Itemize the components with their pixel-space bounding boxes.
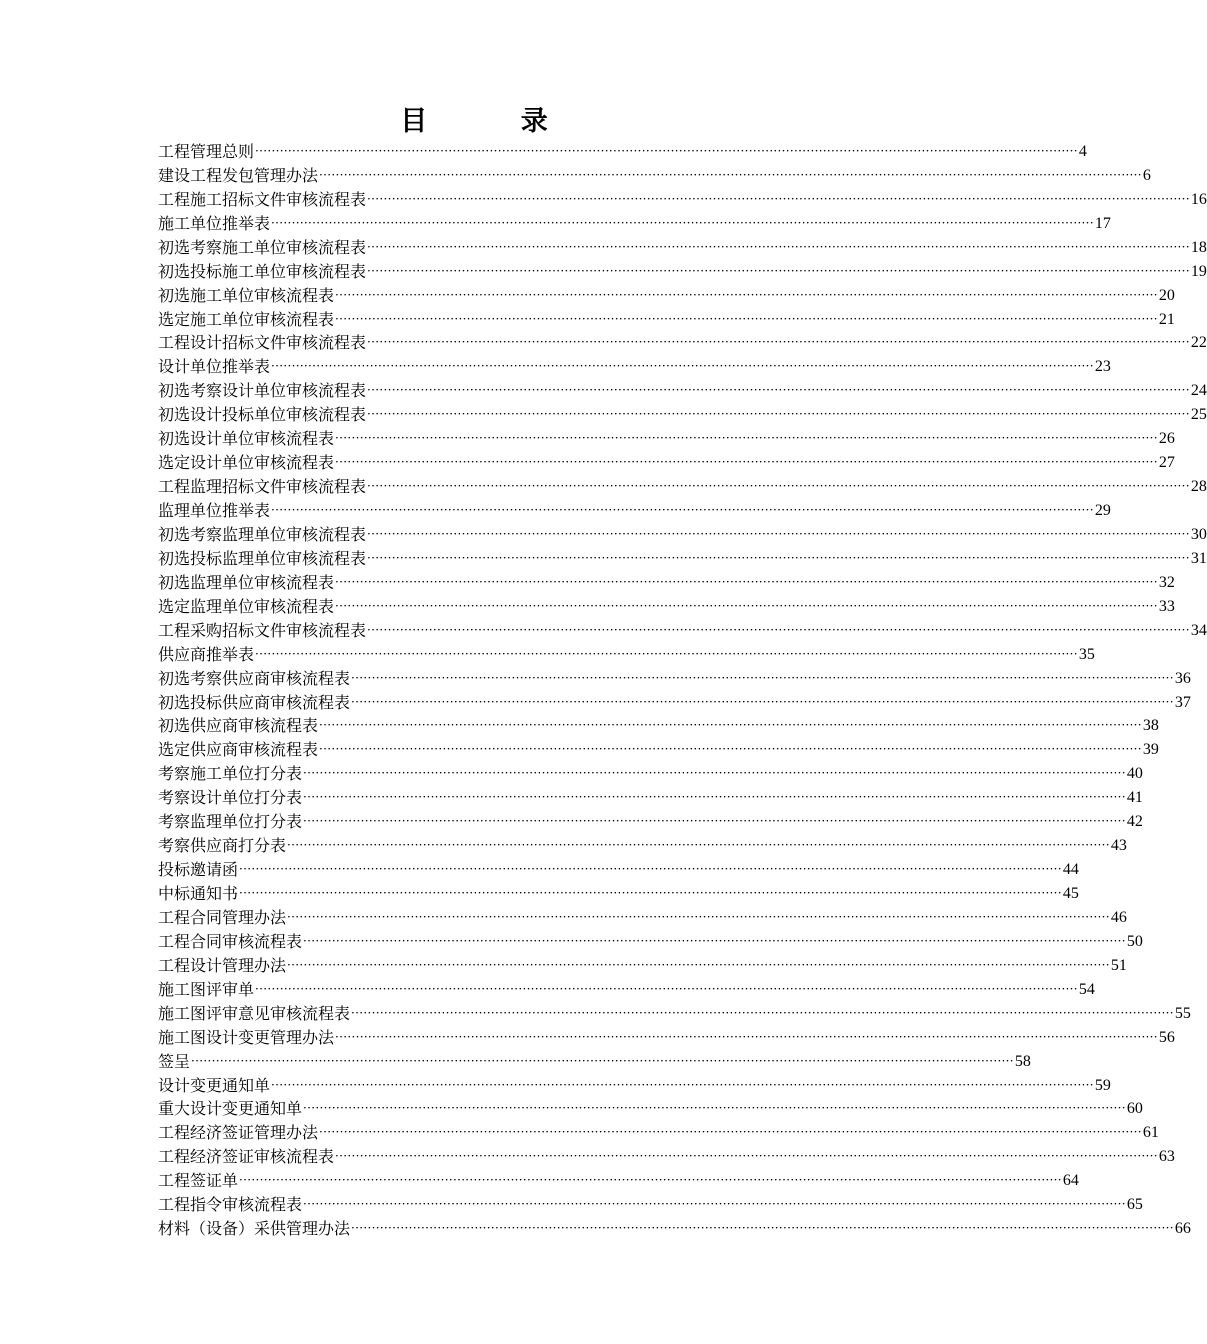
toc-entry-label: 中标通知书 [158, 884, 239, 903]
toc-dot-leader: ········································································································································································································ [303, 790, 1126, 805]
toc-dot-leader: ········································································································································································································ [191, 1053, 1014, 1068]
toc-entry[interactable] [158, 713, 1159, 737]
toc-entry[interactable] [158, 784, 1143, 808]
toc-dot-leader: ········································································································································································································ [255, 143, 1078, 158]
toc-dot-leader: ········································································································································································································ [239, 886, 1062, 900]
toc-dot-leader: ········································································································································································································ [271, 503, 1094, 517]
toc-entry-page-number: 30 [1190, 525, 1207, 543]
toc-entry-page-number: 50 [1126, 932, 1143, 950]
toc-dot-leader: ········································································································································································································ [335, 455, 1158, 470]
toc-entry-label: 工程合同审核流程表 [158, 931, 303, 951]
toc-entry-label: 选定供应商审核流程表 [158, 740, 319, 760]
toc-entry-page-number: 35 [1078, 645, 1095, 663]
toc-entry-label: 工程合同管理办法 [158, 907, 287, 927]
toc-dot-leader: ········································································································································································································ [367, 479, 1190, 494]
toc-entry-page-number: 17 [1094, 214, 1111, 232]
toc-entry-label: 初选投标监理单位审核流程表 [158, 548, 367, 568]
toc-entry[interactable] [158, 377, 1207, 401]
toc-dot-leader: ········································································································································································································ [367, 191, 1190, 206]
toc-entry-page-number: 32 [1158, 573, 1175, 591]
toc-entry-page-number: 6 [1142, 166, 1151, 184]
toc-entry-label: 选定施工单位审核流程表 [158, 309, 335, 329]
toc-entry-label: 重大设计变更通知单 [158, 1099, 303, 1119]
toc-entry[interactable] [158, 928, 1143, 952]
toc-entry[interactable] [158, 234, 1207, 258]
toc-entry-label: 工程管理总则 [158, 141, 255, 161]
toc-entry[interactable] [158, 521, 1207, 545]
toc-entry-label: 初选施工单位审核流程表 [158, 285, 335, 305]
toc-dot-leader: ········································································································································································································ [335, 287, 1158, 302]
toc-dot-leader: ········································································································································································································ [287, 909, 1110, 924]
toc-dot-leader: ········································································································································································································ [271, 215, 1094, 230]
toc-entry-label: 初选设计投标单位审核流程表 [158, 405, 367, 425]
toc-entry-label: 考察供应商打分表 [158, 836, 287, 856]
toc-dot-leader: ········································································································································································································ [303, 1101, 1126, 1116]
toc-entry-label: 施工图评审意见审核流程表 [158, 1003, 351, 1023]
toc-entry-page-number: 22 [1190, 334, 1207, 352]
toc-entry[interactable] [158, 904, 1127, 928]
toc-entry-label: 设计单位推举表 [158, 357, 271, 377]
toc-entry-label: 初选投标施工单位审核流程表 [158, 261, 367, 281]
toc-entry-page-number: 18 [1190, 238, 1207, 256]
toc-list [158, 138, 1207, 1239]
toc-dot-leader: ········································································································································································································ [271, 1077, 1094, 1092]
toc-entry-page-number: 60 [1126, 1100, 1143, 1118]
toc-entry-page-number: 27 [1158, 454, 1175, 472]
toc-entry[interactable] [158, 689, 1191, 713]
toc-entry-page-number: 66 [1174, 1220, 1191, 1238]
toc-entry[interactable] [158, 856, 1079, 880]
toc-entry[interactable] [158, 952, 1127, 976]
toc-dot-leader: ········································································································································································································ [367, 526, 1190, 541]
toc-entry-page-number: 51 [1110, 956, 1127, 974]
toc-entry-label: 初选设计单位审核流程表 [158, 429, 335, 449]
toc-entry[interactable] [158, 1143, 1175, 1167]
toc-entry-label: 初选供应商审核流程表 [158, 716, 319, 736]
toc-dot-leader: ········································································································································································································ [367, 407, 1190, 422]
toc-entry[interactable] [158, 832, 1127, 856]
toc-dot-leader: ········································································································································································································ [319, 1125, 1142, 1140]
toc-entry-page-number: 45 [1062, 885, 1079, 902]
toc-entry[interactable] [158, 282, 1175, 306]
toc-entry[interactable] [158, 665, 1191, 689]
toc-entry-page-number: 28 [1190, 478, 1207, 496]
toc-entry-label: 工程施工招标文件审核流程表 [158, 189, 367, 209]
toc-entry-page-number: 33 [1158, 597, 1175, 615]
toc-entry-page-number: 63 [1158, 1148, 1175, 1166]
toc-entry-label: 选定监理单位审核流程表 [158, 596, 335, 616]
toc-entry-label: 工程设计管理办法 [158, 955, 287, 975]
toc-entry-label: 工程经济签证管理办法 [158, 1123, 319, 1143]
toc-entry-page-number: 56 [1158, 1028, 1175, 1046]
toc-entry-label: 初选投标供应商审核流程表 [158, 692, 351, 712]
toc-entry-label: 初选考察设计单位审核流程表 [158, 381, 367, 401]
toc-entry[interactable] [158, 1048, 1031, 1072]
toc-entry-label: 工程设计招标文件审核流程表 [158, 333, 367, 353]
toc-entry[interactable] [158, 593, 1175, 617]
toc-dot-leader: ········································································································································································································ [351, 1005, 1174, 1020]
toc-entry[interactable] [158, 162, 1151, 186]
toc-entry-page-number: 61 [1142, 1124, 1159, 1142]
toc-entry-label: 工程指令审核流程表 [158, 1195, 303, 1215]
toc-entry[interactable] [158, 330, 1207, 354]
toc-dot-leader: ········································································································································································································ [367, 263, 1190, 278]
toc-dot-leader: ········································································································································································································ [287, 838, 1110, 853]
toc-dot-leader: ········································································································································································································ [335, 574, 1158, 589]
toc-entry-label: 选定设计单位审核流程表 [158, 453, 335, 473]
toc-dot-leader: ········································································································································································································ [239, 862, 1062, 877]
toc-entry-page-number: 54 [1078, 980, 1095, 998]
toc-dot-leader: ········································································································································································································ [351, 670, 1174, 685]
toc-entry[interactable] [158, 1215, 1191, 1239]
toc-entry-page-number: 58 [1014, 1052, 1031, 1070]
toc-dot-leader: ········································································································································································································ [367, 550, 1190, 565]
toc-entry[interactable] [158, 569, 1175, 593]
toc-entry[interactable] [158, 1000, 1191, 1024]
toc-entry-page-number: 43 [1110, 837, 1127, 855]
toc-dot-leader: ········································································································································································································ [319, 167, 1142, 182]
toc-entry-page-number: 36 [1174, 669, 1191, 687]
toc-entry-page-number: 16 [1190, 190, 1207, 208]
toc-entry[interactable] [158, 808, 1143, 832]
toc-entry-page-number: 31 [1190, 549, 1207, 567]
toc-entry-page-number: 34 [1190, 621, 1207, 639]
toc-dot-leader: ········································································································································································································ [303, 766, 1126, 781]
toc-entry[interactable] [158, 473, 1207, 497]
toc-entry-page-number: 26 [1158, 430, 1175, 448]
toc-entry[interactable] [158, 186, 1207, 210]
toc-entry[interactable] [158, 760, 1143, 784]
toc-dot-leader: ········································································································································································································ [367, 335, 1190, 350]
toc-entry-page-number: 40 [1126, 765, 1143, 783]
toc-entry[interactable] [158, 1167, 1079, 1191]
toc-entry-label: 供应商推举表 [158, 644, 255, 664]
toc-entry-label: 设计变更通知单 [158, 1075, 271, 1095]
toc-dot-leader: ········································································································································································································ [367, 383, 1190, 398]
toc-entry-label: 投标邀请函 [158, 860, 239, 880]
toc-dot-leader: ········································································································································································································ [335, 598, 1158, 613]
toc-dot-leader: ········································································································································································································ [351, 694, 1174, 709]
toc-entry-page-number: 37 [1174, 693, 1191, 711]
toc-entry-page-number: 24 [1190, 382, 1207, 400]
toc-dot-leader: ········································································································································································································ [335, 1029, 1158, 1044]
toc-entry-label: 考察监理单位打分表 [158, 812, 303, 832]
toc-entry-label: 工程经济签证审核流程表 [158, 1147, 335, 1167]
toc-entry[interactable] [158, 1024, 1175, 1048]
toc-entry-label: 监理单位推举表 [158, 501, 271, 520]
toc-entry[interactable] [158, 401, 1207, 425]
toc-entry[interactable] [158, 976, 1095, 1000]
toc-entry-page-number: 20 [1158, 286, 1175, 304]
toc-entry[interactable] [158, 449, 1175, 473]
toc-dot-leader: ········································································································································································································ [335, 311, 1158, 326]
toc-entry[interactable] [158, 210, 1111, 234]
toc-entry[interactable] [158, 1096, 1143, 1120]
toc-entry-page-number: 44 [1062, 861, 1079, 879]
toc-entry-page-number: 64 [1062, 1172, 1079, 1190]
toc-entry[interactable] [158, 258, 1207, 282]
toc-dot-leader: ········································································································································································································ [303, 1197, 1126, 1212]
toc-entry-label: 施工图设计变更管理办法 [158, 1027, 335, 1047]
page-title: 目 录 [400, 106, 590, 137]
toc-entry[interactable] [158, 545, 1207, 569]
toc-dot-leader: ········································································································································································································ [303, 814, 1126, 829]
toc-entry[interactable] [158, 425, 1175, 449]
toc-entry-page-number: 39 [1142, 741, 1159, 759]
toc-entry-page-number: 65 [1126, 1196, 1143, 1214]
toc-entry-label: 工程签证单 [158, 1171, 239, 1191]
toc-entry-label: 建设工程发包管理办法 [158, 165, 319, 185]
toc-dot-leader: ········································································································································································································ [351, 1221, 1174, 1236]
toc-dot-leader: ········································································································································································································ [255, 646, 1078, 661]
toc-entry[interactable] [158, 1072, 1111, 1096]
toc-dot-leader: ········································································································································································································ [319, 718, 1142, 733]
toc-dot-leader: ········································································································································································································ [335, 1149, 1158, 1164]
toc-entry-page-number: 55 [1174, 1004, 1191, 1022]
toc-entry-page-number: 21 [1158, 310, 1175, 328]
toc-dot-leader: ········································································································································································································ [255, 981, 1078, 996]
toc-entry-page-number: 23 [1094, 358, 1111, 376]
toc-entry-page-number: 59 [1094, 1076, 1111, 1094]
toc-entry-label: 施工单位推举表 [158, 213, 271, 233]
toc-entry[interactable] [158, 617, 1207, 641]
toc-entry[interactable] [158, 641, 1095, 665]
toc-entry-label: 材料（设备）采供管理办法 [158, 1219, 351, 1239]
toc-entry-label: 考察设计单位打分表 [158, 788, 303, 808]
toc-entry-page-number: 46 [1110, 908, 1127, 926]
toc-dot-leader: ········································································································································································································ [319, 742, 1142, 757]
toc-dot-leader: ········································································································································································································ [287, 957, 1110, 972]
toc-entry[interactable] [158, 1191, 1143, 1215]
toc-dot-leader: ········································································································································································································ [271, 359, 1094, 374]
toc-entry-page-number: 38 [1142, 717, 1159, 735]
toc-dot-leader: ········································································································································································································ [335, 431, 1158, 446]
toc-entry-page-number: 4 [1078, 142, 1087, 160]
toc-entry-page-number: 19 [1190, 262, 1207, 280]
toc-entry-label: 工程采购招标文件审核流程表 [158, 620, 367, 640]
toc-entry-page-number: 42 [1126, 813, 1143, 831]
toc-entry[interactable] [158, 736, 1159, 760]
toc-entry-label: 初选考察监理单位审核流程表 [158, 524, 367, 544]
toc-entry[interactable] [158, 138, 1087, 162]
toc-entry[interactable] [158, 353, 1111, 377]
toc-entry-label: 初选监理单位审核流程表 [158, 572, 335, 592]
toc-entry[interactable] [158, 497, 1111, 521]
toc-entry[interactable] [158, 306, 1175, 330]
toc-entry-label: 施工图评审单 [158, 979, 255, 999]
toc-entry-page-number: 25 [1190, 406, 1207, 424]
toc-entry-label: 签呈 [158, 1051, 191, 1071]
toc-entry-page-number: 41 [1126, 789, 1143, 807]
toc-entry-page-number: 29 [1094, 502, 1111, 519]
toc-dot-leader: ········································································································································································································ [239, 1173, 1062, 1188]
toc-dot-leader: ········································································································································································································ [367, 622, 1190, 637]
toc-entry-label: 考察施工单位打分表 [158, 764, 303, 784]
toc-entry[interactable] [158, 1119, 1159, 1143]
toc-entry-label: 初选考察施工单位审核流程表 [158, 237, 367, 257]
toc-dot-leader: ········································································································································································································ [367, 239, 1190, 254]
toc-dot-leader: ········································································································································································································ [303, 933, 1126, 948]
toc-entry[interactable] [158, 880, 1079, 904]
toc-entry-label: 初选考察供应商审核流程表 [158, 668, 351, 688]
toc-entry-label: 工程监理招标文件审核流程表 [158, 477, 367, 497]
